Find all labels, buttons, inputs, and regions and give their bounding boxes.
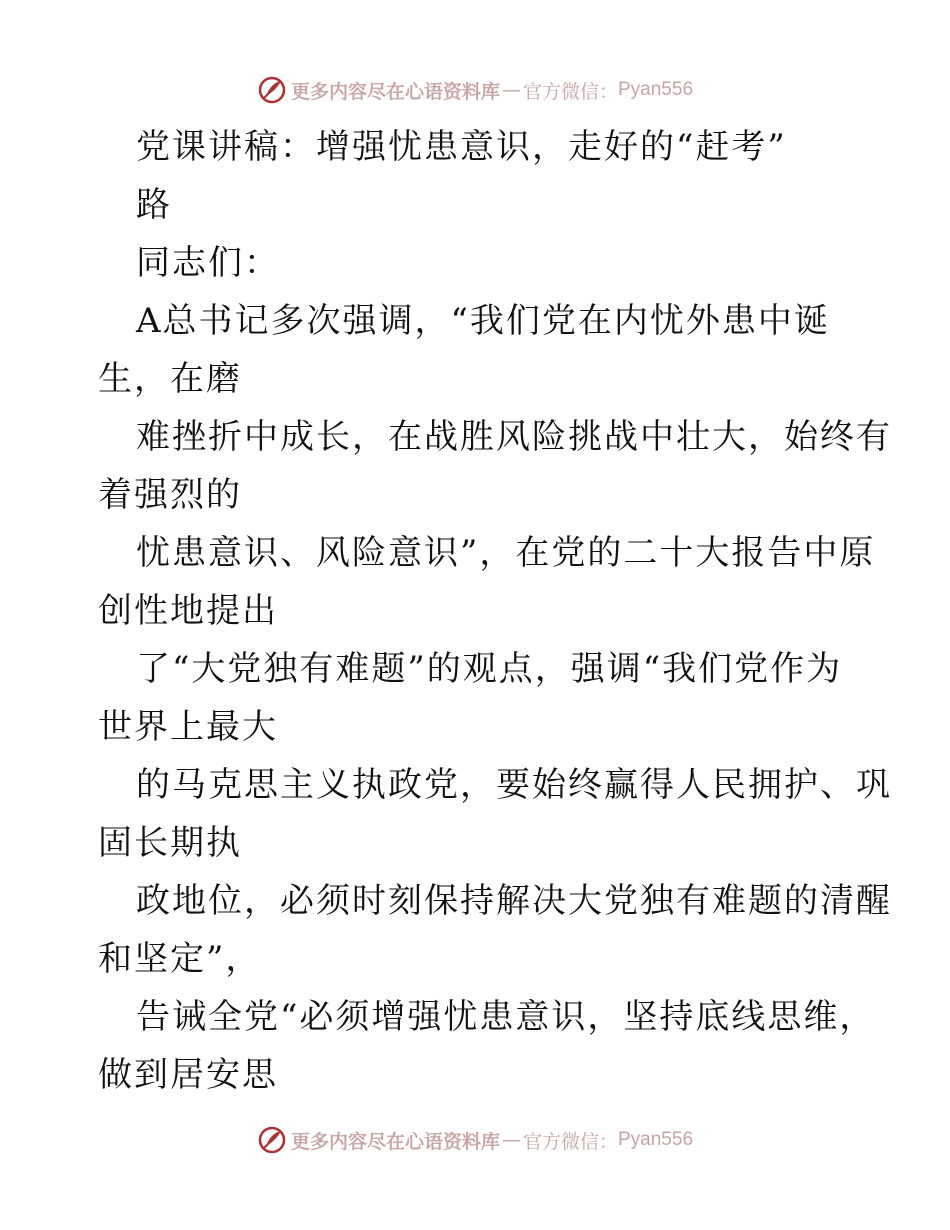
banner-wechat-id: Pyan556 — [618, 1129, 694, 1150]
banner-wechat-id: Pyan556 — [618, 79, 694, 100]
text-line: 的马克思主义执政党，要始终赢得人民拥护、巩 — [136, 765, 892, 805]
banner-separator: — — [501, 79, 521, 101]
text-line: 生，在磨 — [98, 359, 242, 399]
text-line: 做到居安思 — [98, 1055, 278, 1095]
text-line: 创性地提出 — [98, 591, 278, 631]
banner-wechat-label: 官方微信： — [522, 1130, 618, 1153]
text-line: 难挫折中成长，在战胜风险挑战中壮大，始终有 — [136, 417, 892, 457]
text-line: 着强烈的 — [98, 475, 242, 515]
header-banner — [0, 70, 950, 110]
text-line: 告诫全党“必须增强忧患意识，坚持底线思维， — [136, 997, 876, 1037]
banner-main-text: 更多内容尽在心语资料库 — [290, 1130, 500, 1153]
text-line: 了“大党独有难题”的观点，强调“我们党作为 — [136, 649, 843, 689]
document-title-continued: 路 — [136, 185, 172, 225]
text-line: 政地位，必须时刻保持解决大党独有难题的清醒 — [136, 881, 892, 921]
banner-main-text: 更多内容尽在心语资料库 — [290, 80, 500, 103]
banner-separator: — — [501, 1129, 521, 1151]
text-line: 忧患意识、风险意识”，在党的二十大报告中原 — [136, 533, 876, 573]
footer-banner — [0, 1120, 950, 1160]
banner-wechat-label: 官方微信： — [522, 80, 618, 103]
text-line: 世界上最大 — [98, 707, 278, 747]
document-title: 党课讲稿：增强忧患意识，走好的“赶考” — [136, 127, 787, 167]
text-line: 固长期执 — [98, 823, 242, 863]
text-line: 和坚定”， — [98, 939, 262, 979]
feather-quill-logo-icon — [257, 75, 287, 105]
feather-quill-logo-icon — [257, 1125, 287, 1155]
salutation: 同志们： — [136, 243, 280, 283]
text-line: A总书记多次强调，“我们党在内忧外患中诞 — [136, 301, 830, 341]
